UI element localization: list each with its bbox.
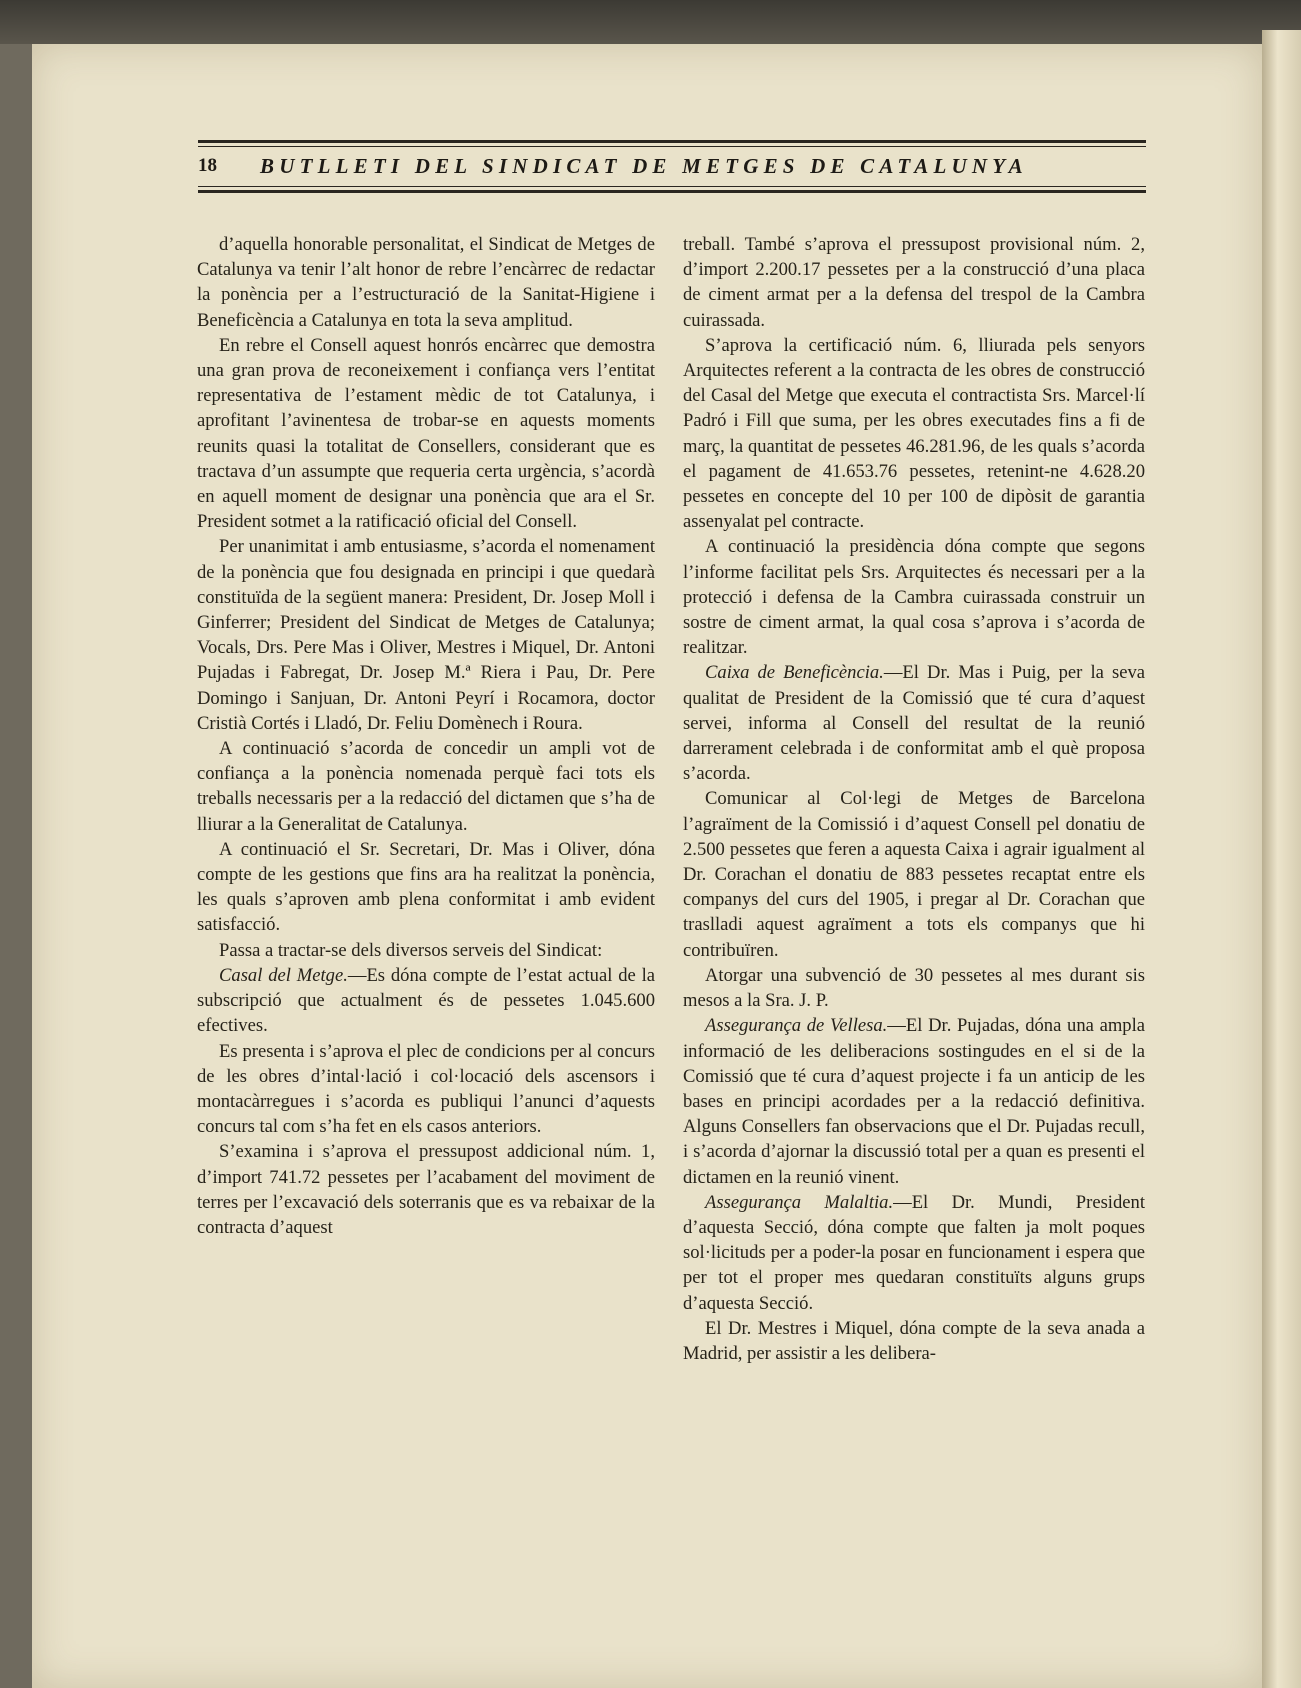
paragraph-text: A continuació s’acorda de concedir un ampli vot de confiança a la ponència nomenada perquè faci tots els treballs necessaris per a la redacció del dictamen que s’ha de lliurar a la Generalitat de Catalunya.: [197, 738, 655, 835]
page-edge-shadow: [1262, 30, 1301, 1688]
paragraph: [197, 963, 655, 1039]
paragraph: [683, 786, 1145, 962]
page-number: 18: [198, 155, 217, 176]
paragraph: [683, 232, 1145, 333]
section-lead: Casal del Metge.: [219, 964, 348, 986]
section-lead: Assegurança de Vellesa.: [705, 1015, 888, 1037]
header-rule-top-thin: [198, 146, 1146, 147]
scan-background: [0, 0, 1301, 44]
paragraph-text: Per unanimitat i amb entusiasme, s’acorda el nomenament de la ponència que fou designada en principi i que quedarà constituïda de la següent manera: President, Dr. Josep Moll i Ginferrer; President del Sindicat de Metges de Catalunya; Vocals, Drs. Pere Mas i Oliver, Mestres i Miquel, Dr. Antoni Pujadas i Fabregat, Dr. Josep M.ª Riera i Pau, Dr. Pere Domingo i Sanjuan, Dr. Antoni Peyrí i Rocamora, doctor Cristià Cortés i Lladó, Dr. Feliu Domènech i Roura.: [197, 536, 655, 734]
header-rule-bottom-thick: [198, 190, 1146, 193]
section-lead: Assegurança Malaltia.: [705, 1191, 894, 1213]
paragraph-text: Atorgar una subvenció de 30 pessetes al mes durant sis mesos a la Sra. J. P.: [683, 964, 1145, 1012]
header-rule-top-thick: [198, 140, 1146, 143]
right-column: [683, 232, 1145, 1366]
paragraph: [683, 1316, 1145, 1366]
paragraph-text: —El Dr. Pujadas, dóna una ampla informació de les deliberacions sostingudes en el si de la Comissió que té cura d’aquest projecte i fa un anticip de les bases en principi acordades per a la redacció definitiva. Alguns Consellers fan observacions que el Dr. Pujadas recull, i s’acorda d’ajornar la discussió total per a quan es presenti el dictamen en la reunió vinent.: [683, 1015, 1145, 1188]
paragraph-text: A continuació el Sr. Secretari, Dr. Mas i Oliver, dóna compte de les gestions que fins ara ha realitzat la ponència, les quals s’aproven amb plena conformitat i amb evident satisfacció.: [197, 838, 655, 936]
paragraph-text: —El Dr. Mas i Puig, per la seva qualitat de President de la Comissió que té cura d’aquest servei, informa al Consell del resultat de la reunió darrerament celebrada i de conformitat amb el què proposa s’acorda.: [683, 662, 1145, 785]
paragraph: [197, 1039, 655, 1140]
paragraph-text: d’aquella honorable personalitat, el Sindicat de Metges de Catalunya va tenir l’alt honor de rebre l’encàrrec de redactar la ponència per a l’estructuració de la Sanitat-Higiene i Beneficència a Catalunya en tota la seva amplitud.: [197, 234, 655, 331]
paragraph-text: En rebre el Consell aquest honrós encàrrec que demostra una gran prova de reconeixement i confiança vers l’entitat representativa de l’estament mèdic de tot Catalunya, i aprofitant l’avinentesa de trobar-se en aquests moments reunits quasi la totalitat de Consellers, considerant que es tractava d’un assumpte que requeria certa urgència, s’acordà en aquell moment de designar una ponència que ara el Sr. President sotmet a la ratificació oficial del Consell.: [197, 334, 655, 533]
paragraph-text: S’aprova la certificació núm. 6, lliurada pels senyors Arquitectes referent a la contracta de les obres de construcció del Casal del Metge que executa el contractista Srs. Marcel·lí Padró i Fill que suma, per les obres executades fins a fi de març, la quantitat de pessetes 46.281.96, de les quals s’acorda el pagament de 41.653.76 pessetes, retenint-ne 4.628.20 pessetes en concepte del 10 per 100 de dipòsit de garantia assenyalat pel contracte.: [683, 334, 1145, 533]
paragraph-text: A continuació la presidència dóna compte que segons l’informe facilitat pels Srs. Arquitectes és necessari per a la protecció i defensa de la Cambra cuirassada construir un sostre de ciment armat, la qual cosa s’aprova i s’acorda de realitzar.: [683, 536, 1145, 659]
paragraph: [683, 333, 1145, 535]
paragraph: [683, 1190, 1145, 1316]
paragraph: [197, 837, 655, 938]
paragraph: [683, 1013, 1145, 1189]
paragraph-text: Es presenta i s’aprova el plec de condicions per al concurs de les obres d’intal·lació i col·locació dels ascensors i montacàrregues i s’acorda es publiqui l’anunci d’aquests concurs tal com s’ha fet en els casos anteriors.: [197, 1040, 655, 1138]
paragraph: [197, 333, 655, 535]
paragraph: [197, 232, 655, 333]
journal-title: BUTLLETI DEL SINDICAT DE METGES DE CATALUNYA: [260, 154, 1028, 178]
header-rule-bottom-thin: [198, 186, 1146, 187]
paragraph: [197, 938, 655, 963]
left-column: [197, 232, 655, 1240]
paragraph: [197, 1139, 655, 1240]
paragraph-text: Comunicar al Col·legi de Metges de Barcelona l’agraïment de la Comissió i d’aquest Consell pel donatiu de 2.500 pessetes que feren a aquesta Caixa i agrair igualment al Dr. Corachan el donatiu de 883 pessetes recaptat entre els companys del curs del 1905, i pregar al Dr. Corachan que traslladi aquest agraïment a tots els companys que hi contribuïren.: [683, 788, 1145, 961]
paragraph: [197, 736, 655, 837]
paragraph: [197, 534, 655, 736]
running-header: [198, 140, 1146, 196]
paragraph-text: S’examina i s’aprova el pressupost addicional núm. 1, d’import 741.72 pessetes per l’acabament del moviment de terres per l’excavació dels soterranis que es va rebaixar de la contracta d’aquest: [197, 1141, 655, 1238]
paragraph-text: —Es dóna compte de l’estat actual de la subscripció que actualment és de pessetes 1.045.600 efectives.: [197, 964, 655, 1037]
paragraph: [683, 660, 1145, 786]
paragraph-text: Passa a tractar-se dels diversos serveis del Sindicat:: [219, 939, 603, 961]
paragraph: [683, 534, 1145, 660]
paragraph-text: El Dr. Mestres i Miquel, dóna compte de la seva anada a Madrid, per assistir a les delibera-: [683, 1317, 1145, 1364]
paragraph: [683, 963, 1145, 1013]
section-lead: Caixa de Beneficència.: [705, 662, 884, 684]
paragraph-text: —El Dr. Mundi, President d’aquesta Secció, dóna compte que falten ja molt poques sol·licituds per a poder-la posar en funcionament i espera que per tot el proper mes quedaran constituïts alguns grups d’aquesta Secció.: [683, 1191, 1145, 1314]
paragraph-text: treball. També s’aprova el pressupost provisional núm. 2, d’import 2.200.17 pessetes per a la construcció d’una placa de ciment armat per a la defensa del trespol de la Cambra cuirassada.: [683, 234, 1145, 331]
